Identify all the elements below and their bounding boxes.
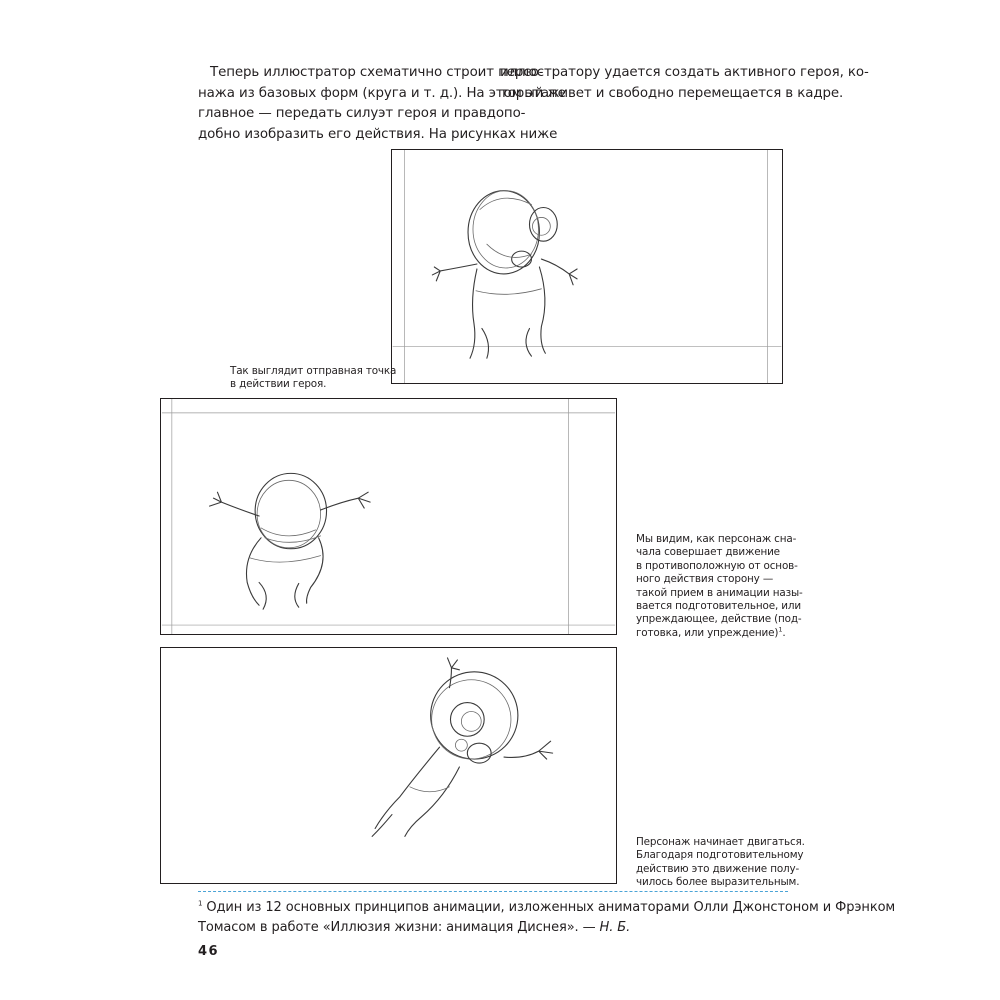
body-text-line: нажа из базовых форм (круга и т. д.). На этом этапе — [198, 85, 566, 101]
footnote-line — [198, 918, 798, 938]
caption-line: в противоположную от основ- — [636, 559, 798, 572]
caption-line: Персонаж начинает двигаться. — [636, 836, 805, 848]
body-text-left-column — [198, 63, 566, 145]
caption-line: ного действия сторону — — [636, 573, 774, 586]
footnote-text: Один из 12 основных принципов анимации, изложенных аниматорами Олли Джонстоном и Фрэнком — [202, 900, 896, 915]
caption-line: вается подготовительное, или — [636, 600, 801, 613]
caption-start-pose — [230, 365, 396, 392]
caption-line: Так выглядит отправная точка — [230, 365, 397, 377]
sketch-frame-action — [160, 647, 617, 884]
footnote-author: Н. Б. — [599, 920, 631, 935]
body-text-line: Теперь иллюстратор схематично строит персо- — [210, 65, 544, 80]
character-sketch-action — [161, 648, 616, 883]
footnote-divider — [198, 891, 788, 892]
caption-line: Благодаря подготовительному — [636, 849, 804, 862]
caption-line: в действии героя. — [230, 378, 327, 391]
character-sketch-start — [392, 150, 782, 383]
sketch-frame-anticipation — [160, 398, 617, 635]
caption-line: чилось более выразительным. — [636, 876, 800, 889]
footnote-text: Томасом в работе «Иллюзия жизни: анимация Диснея». — — [198, 920, 600, 935]
sketch-frame-start-pose — [391, 149, 783, 384]
caption-line: чала совершает движение — [636, 546, 780, 559]
body-text-line: торый живет и свободно перемещается в кадре. — [500, 85, 844, 101]
caption-anticipation — [636, 533, 803, 640]
footnote-line — [198, 898, 896, 918]
body-text-line: главное — передать силуэт героя и правдопо- — [198, 106, 526, 121]
body-text-right-column — [500, 63, 869, 104]
footnote-reference: 1 — [778, 625, 783, 634]
caption-text: . — [782, 626, 786, 639]
page-number: 46 — [198, 944, 220, 959]
caption-line: такой прием в анимации назы- — [636, 586, 803, 599]
caption-line: упреждающее, действие (под- — [636, 613, 802, 626]
caption-line — [636, 627, 803, 640]
caption-text: готовка, или упреждение) — [636, 626, 779, 639]
caption-line: Мы видим, как персонаж сна- — [636, 533, 797, 545]
caption-line: действию это движение полу- — [636, 862, 800, 875]
character-sketch-anticipation — [161, 399, 616, 634]
footnote-mark: 1 — [198, 899, 203, 908]
body-text-line: иллюстратору удается создать активного героя, ко- — [500, 65, 869, 80]
caption-action — [636, 836, 805, 890]
footnote — [198, 898, 896, 938]
body-text-line: добно изобразить его действия. На рисунках ниже — [198, 126, 558, 142]
